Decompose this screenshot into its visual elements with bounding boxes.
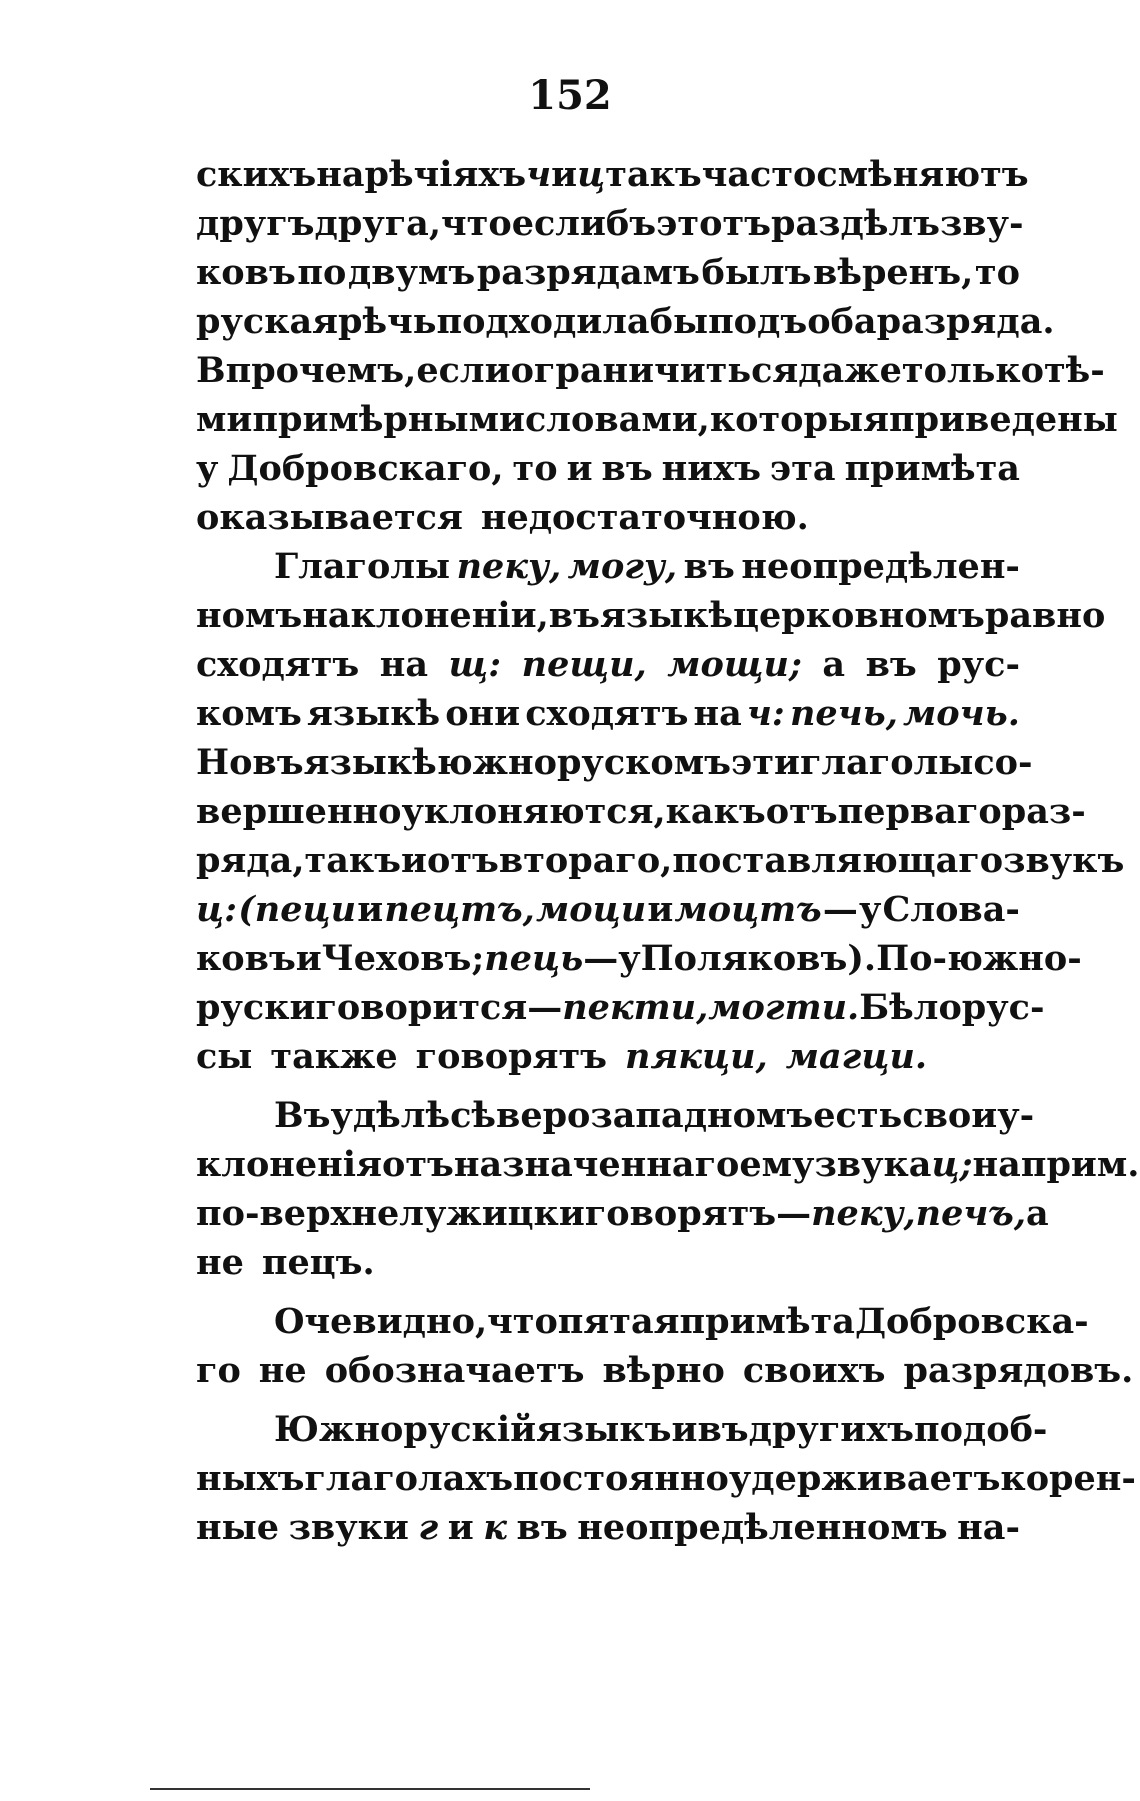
word: Южнорускій [274, 1409, 537, 1450]
word: свои [902, 1095, 998, 1136]
word: а [822, 644, 846, 685]
text-line [196, 738, 1033, 787]
word: обозначаетъ [324, 1350, 585, 1391]
word: ч: [746, 693, 785, 734]
word: ковъ [196, 938, 296, 979]
word: и [357, 889, 384, 930]
text-line [196, 248, 1020, 297]
word: печъ, [915, 1193, 1027, 1234]
word: руски [196, 987, 316, 1028]
word: руская [196, 301, 338, 342]
body-text [196, 150, 1140, 1552]
word: и [295, 938, 322, 979]
text-line [196, 1238, 1020, 1287]
word: могти. [708, 987, 860, 1028]
word: не [196, 1242, 244, 1283]
word: примѣрными [252, 399, 525, 440]
text-line [196, 346, 1105, 395]
word: ц: [196, 889, 238, 930]
word: моцтъ [674, 889, 822, 930]
word: нарѣчіяхъ [316, 154, 527, 195]
word: недостаточною. [480, 497, 809, 538]
word: Въ [274, 1095, 331, 1136]
word: приведены [888, 399, 1118, 440]
text-line [196, 1140, 1140, 1189]
word: эта [769, 448, 836, 489]
word: друга, [314, 203, 442, 244]
word: — [776, 1193, 812, 1234]
text-line [196, 542, 1020, 591]
word: пецъ. [261, 1242, 375, 1283]
word: разрядовъ. [903, 1350, 1134, 1391]
word: пякци, [625, 1036, 768, 1077]
word: то [974, 252, 1020, 293]
word: пець [484, 938, 584, 979]
word: и [566, 448, 593, 489]
word: наприм. [972, 1144, 1140, 1185]
word: пещи, [521, 644, 647, 685]
text-line [196, 836, 1125, 885]
text-line [196, 297, 1055, 346]
word: былъ [701, 252, 812, 293]
word: звуки [288, 1507, 409, 1548]
word: По-южно- [876, 938, 1082, 979]
word: даже [798, 350, 902, 391]
word: (пеци [238, 889, 357, 930]
text-line [196, 1091, 1035, 1140]
word: которыя [709, 399, 889, 440]
text-line [196, 1405, 1048, 1454]
word: ч [526, 154, 552, 195]
word: подъ [708, 301, 808, 342]
word: у [858, 889, 882, 930]
word: говорятъ [415, 1036, 607, 1077]
word: поставляющаго [672, 840, 1004, 881]
word: и [551, 154, 578, 195]
text-line [196, 1297, 1089, 1346]
word: ряда, [196, 840, 305, 881]
word: ему [739, 1144, 815, 1185]
word: также [270, 1036, 398, 1077]
word: примѣта [844, 448, 1020, 489]
word: удерживаетъ [728, 1458, 1001, 1499]
word: въ [865, 644, 917, 685]
word: ми [196, 399, 253, 440]
word: глаголы [800, 742, 974, 783]
word: словами, [524, 399, 710, 440]
text-line [196, 444, 1020, 493]
text-line [196, 787, 1086, 836]
word: и [401, 840, 427, 881]
word: смѣняютъ [816, 154, 1029, 195]
word: сходятъ [525, 693, 689, 734]
word: не [258, 1350, 307, 1391]
word: оказывается [196, 497, 463, 538]
word: перваго [837, 791, 1002, 832]
word: Но [196, 742, 253, 783]
word: ныхъ [196, 1458, 305, 1499]
word: языкѣ [306, 693, 441, 734]
word: комъ [196, 693, 302, 734]
word: нихъ [661, 448, 761, 489]
word: Чеховъ; [321, 938, 485, 979]
word: номъ [196, 595, 303, 636]
word: разряда. [876, 301, 1055, 342]
word: ные [196, 1507, 279, 1548]
bottom-rule [150, 1788, 590, 1790]
word: корен- [1000, 1458, 1136, 1499]
word: звукъ [1003, 840, 1125, 881]
word: вѣренъ, [813, 252, 974, 293]
text-line [196, 885, 1020, 934]
word: магци. [785, 1036, 928, 1077]
word: то [512, 448, 558, 489]
word: въ [697, 1409, 749, 1450]
word: и [447, 1507, 474, 1548]
word: тѣ- [1044, 350, 1105, 391]
word: наклоненіи, [302, 595, 549, 636]
word: го [196, 1350, 241, 1391]
word: моци [535, 889, 647, 930]
word: у- [997, 1095, 1035, 1136]
text-line [196, 983, 1045, 1032]
word: подходила [436, 301, 650, 342]
word: оба [807, 301, 877, 342]
word: своихъ [742, 1350, 886, 1391]
word: подоб- [913, 1409, 1048, 1450]
word: по [297, 252, 347, 293]
word: что [441, 203, 512, 244]
word: мочь. [903, 693, 1020, 734]
word: — [527, 987, 563, 1028]
word: неопредѣлен- [741, 546, 1020, 587]
word: если [416, 350, 511, 391]
word: въ [548, 595, 600, 636]
word: на [379, 644, 429, 685]
word: и [671, 1409, 698, 1450]
word: рѣчь [338, 301, 437, 342]
text-line [196, 1032, 1020, 1081]
word: неопредѣленномъ [577, 1507, 948, 1548]
text-line [196, 1346, 1134, 1395]
word: какъ [665, 791, 766, 832]
word: мощи; [667, 644, 802, 685]
text-line [196, 640, 1020, 689]
word: говорится [315, 987, 528, 1028]
word: — [822, 889, 858, 930]
text-line [196, 934, 1082, 983]
text-line [196, 1189, 1049, 1238]
text-line [196, 395, 1118, 444]
word: Бѣлорус- [859, 987, 1045, 1028]
word: языкѣ [599, 595, 734, 636]
word: южнорускомъ [436, 742, 732, 783]
word: пекти, [562, 987, 709, 1028]
word: въ [516, 1507, 568, 1548]
word: пеку, [811, 1193, 916, 1234]
word: ковъ [196, 252, 296, 293]
word: примѣта [679, 1301, 855, 1342]
word: языкѣ [303, 742, 437, 783]
text-line [196, 150, 1029, 199]
word: что [487, 1301, 558, 1342]
word: могу, [567, 546, 678, 587]
word: Поляковъ). [640, 938, 877, 979]
word: отъ [381, 1144, 454, 1185]
word: раз- [1001, 791, 1086, 832]
word: сходятъ [196, 644, 360, 685]
word: раздѣлъ [771, 203, 940, 244]
word: Добровскаго, [227, 448, 504, 489]
word: сѣверозападномъ [450, 1095, 814, 1136]
word: а [1026, 1193, 1049, 1234]
word: бы [649, 301, 709, 342]
text-line [196, 1503, 1020, 1552]
word: другихъ [748, 1409, 914, 1450]
word: со- [973, 742, 1033, 783]
word: глаголахъ [304, 1458, 514, 1499]
word: двумъ [347, 252, 476, 293]
word: въ [683, 546, 735, 587]
text-line [196, 689, 1020, 738]
word: только [901, 350, 1044, 391]
word: ограничиться [510, 350, 799, 391]
word: втораго, [498, 840, 673, 881]
word: эти [731, 742, 800, 783]
word: г [418, 1507, 439, 1548]
word: есть [813, 1095, 903, 1136]
word: на- [957, 1507, 1020, 1548]
word: церковномъ [733, 595, 985, 636]
word: разрядамъ [476, 252, 700, 293]
word: пецтъ, [384, 889, 535, 930]
word: на [693, 693, 742, 734]
word: вершенно [196, 791, 402, 832]
word: въ [601, 448, 653, 489]
text-line [196, 1454, 1136, 1503]
page-number: 152 [528, 72, 612, 119]
word: ц [577, 154, 606, 195]
word: зву- [939, 203, 1024, 244]
word: они [445, 693, 521, 734]
text-line [196, 493, 1020, 542]
word: пятая [557, 1301, 680, 1342]
word: такъ [605, 154, 702, 195]
word: назначеннаго [453, 1144, 740, 1185]
word: у [196, 448, 219, 489]
word: Глаголы [274, 546, 451, 587]
word: постоянно [513, 1458, 729, 1499]
word: Слова- [882, 889, 1020, 930]
word: и [647, 889, 674, 930]
word: щ: [448, 644, 502, 685]
word: языкъ [536, 1409, 672, 1450]
word: —у [583, 938, 641, 979]
word: такъ [304, 840, 402, 881]
word: равно [984, 595, 1106, 636]
word: к [483, 1507, 507, 1548]
word: этотъ [656, 203, 772, 244]
word: по-верхнелужицки [196, 1193, 585, 1234]
word: отъ [427, 840, 499, 881]
word: сы [196, 1036, 253, 1077]
word: Впрочемъ, [196, 350, 417, 391]
word: говорятъ [584, 1193, 777, 1234]
word: пеку, [456, 546, 562, 587]
word: удѣлѣ [330, 1095, 451, 1136]
word: рус- [937, 644, 1020, 685]
word: печь, [789, 693, 898, 734]
word: вѣрно [602, 1350, 725, 1391]
word: клоненія [196, 1144, 382, 1185]
word: Очевидно, [274, 1301, 488, 1342]
word: уклоняются, [401, 791, 666, 832]
word: отъ [765, 791, 838, 832]
word: часто [701, 154, 817, 195]
word: ц; [931, 1144, 973, 1185]
word: въ [252, 742, 304, 783]
word: другъ [196, 203, 315, 244]
text-line [196, 199, 1024, 248]
word: еслибъ [511, 203, 657, 244]
text-line [196, 591, 1106, 640]
word: скихъ [196, 154, 317, 195]
word: звука [814, 1144, 932, 1185]
word: Добровска- [854, 1301, 1089, 1342]
